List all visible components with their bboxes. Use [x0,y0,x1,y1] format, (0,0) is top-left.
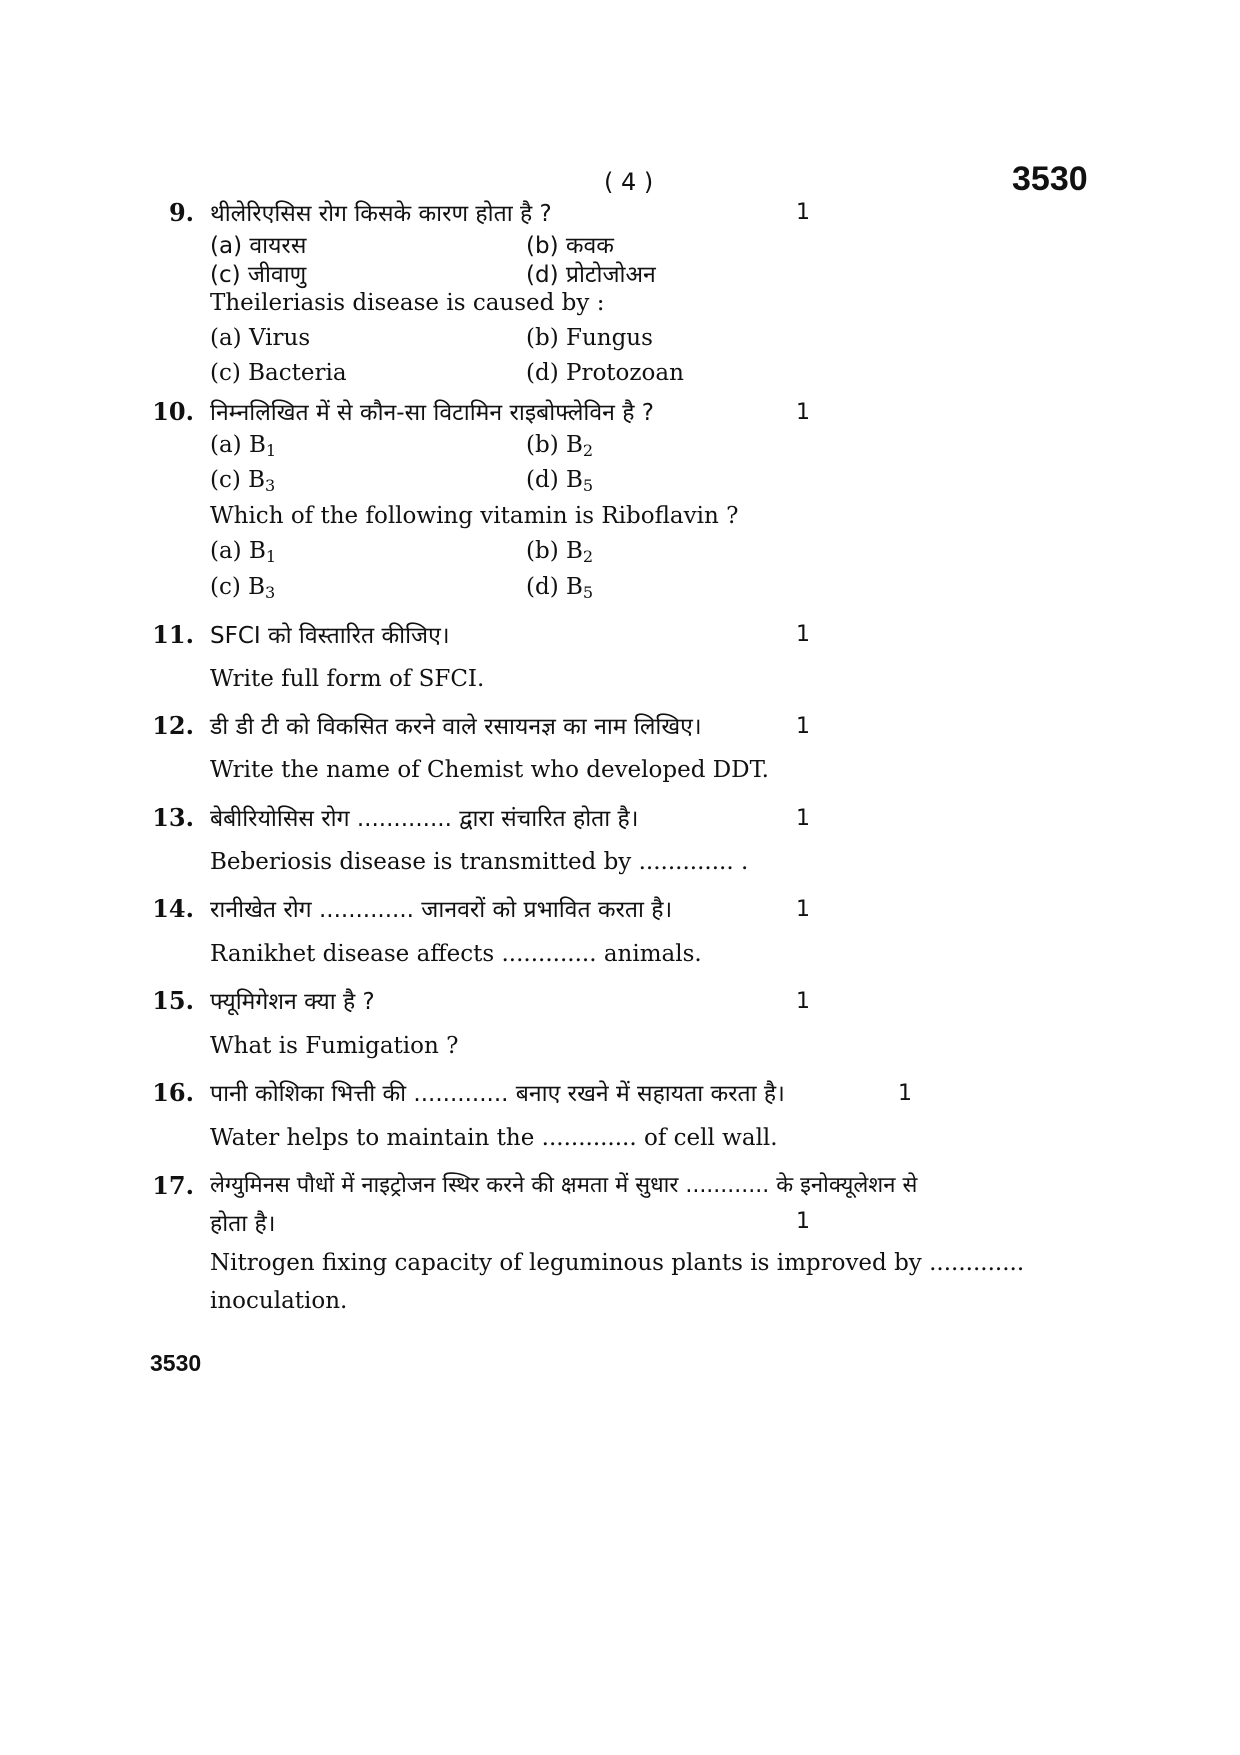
question-number: 17. [152,1171,194,1200]
question-number: 14. [152,894,194,923]
page-number: ( 4 ) [604,168,654,196]
question-marks: 1 [796,400,810,425]
question-text-hindi: लेग्युमिनस पौधों में नाइट्रोजन स्थिर करने की क्षमता में सुधार ............ के इनोक्यूलेशन से [210,1173,918,1198]
option-hindi-b: (b) कवक [526,233,614,259]
question-marks: 1 [796,200,810,225]
question-text-english: What is Fumigation ? [210,1033,459,1059]
question-marks: 1 [796,989,810,1014]
option-hindi-a: (a) $B_1$ [210,432,277,461]
option-hindi-b: (b) $B_2$ [526,432,594,461]
question-marks: 1 [796,1209,810,1234]
question-text-english: Write full form of SFCI. [210,666,485,692]
question-text-english: Beberiosis disease is transmitted by ............. . [210,849,749,875]
option-english-a: (a) Virus [210,325,311,351]
question-number: 15. [152,986,194,1015]
question-marks: 1 [796,714,810,739]
option-english-c: (c) Bacteria [210,360,347,386]
paper-code-top: 3530 [1012,160,1088,198]
option-hindi-d: (d) प्रोटोजोअन [526,262,656,288]
question-number: 9. [168,198,194,227]
question-text-english: Theileriasis disease is caused by : [210,290,605,316]
option-hindi-c: (c) जीवाणु [210,262,307,288]
question-text-hindi: डी डी टी को विकसित करने वाले रसायनज्ञ का नाम लिखिए। [210,714,702,740]
question-number: 11. [152,620,194,649]
paper-code-bottom: 3530 [150,1350,202,1376]
question-number: 12. [152,711,194,740]
option-english-b: (b) $B_2$ [526,538,594,567]
question-number: 16. [152,1078,194,1107]
question-number: 13. [152,803,194,832]
question-marks: 1 [898,1081,912,1106]
question-text-hindi: फ्यूमिगेशन क्या है ? [210,989,375,1015]
option-english-a: (a) $B_1$ [210,538,277,567]
question-text-hindi: रानीखेत रोग ............. जानवरों को प्रभावित करता है। [210,897,673,923]
question-number: 10. [152,397,194,426]
question-text-hindi: पानी कोशिका भित्ती की ............. बनाए रखने में सहायता करता है। [210,1081,785,1107]
option-hindi-c: (c) $B_3$ [210,467,276,496]
question-text-english: Ranikhet disease affects ............. animals. [210,941,702,967]
option-english-d: (d) Protozoan [526,360,684,386]
question-text-english: Water helps to maintain the ............. of cell wall. [210,1125,778,1151]
question-text-hindi: निम्नलिखित में से कौन-सा विटामिन राइबोफ्लेविन है ? [210,400,654,426]
question-text-hindi: थीलेरिएसिस रोग किसके कारण होता है ? [210,201,552,227]
question-text-hindi: बेबीरियोसिस रोग ............. द्वारा संचारित होता है। [210,806,639,832]
question-text-english: Which of the following vitamin is Riboflavin ? [210,503,739,529]
question-marks: 1 [796,897,810,922]
option-hindi-a: (a) वायरस [210,233,307,259]
question-text-hindi-continued: होता है। [210,1211,276,1237]
question-marks: 1 [796,806,810,831]
question-text-english: Nitrogen fixing capacity of leguminous plants is improved by ............. [210,1250,1025,1276]
question-text-english-continued: inoculation. [210,1288,348,1314]
option-english-c: (c) $B_3$ [210,574,276,603]
question-text-english: Write the name of Chemist who developed DDT. [210,757,769,783]
question-marks: 1 [796,622,810,647]
option-english-b: (b) Fungus [526,325,653,351]
option-hindi-d: (d) $B_5$ [526,467,594,496]
option-english-d: (d) $B_5$ [526,574,594,603]
question-text-hindi: SFCI को विस्तारित कीजिए। [210,623,450,649]
